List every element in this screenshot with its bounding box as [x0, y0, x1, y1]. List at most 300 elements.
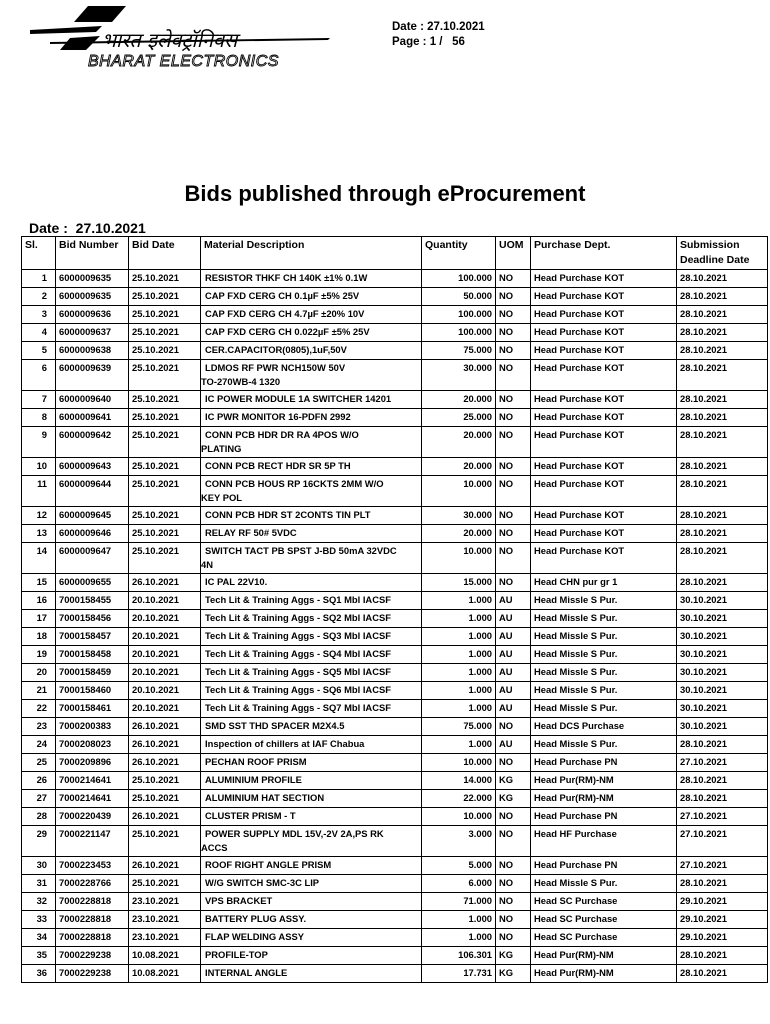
- cell-quantity: 30.000: [422, 360, 496, 391]
- cell-purchase-dept: Head DCS Purchase: [531, 718, 677, 736]
- cell-bid-date: 25.10.2021: [129, 507, 201, 525]
- description-line: PECHAN ROOF PRISM: [205, 756, 307, 767]
- description-line: Inspection of chillers at IAF Chabua: [205, 738, 365, 749]
- cell-bid-number: 6000009636: [56, 306, 129, 324]
- description-line: CONN PCB RECT HDR SR 5P TH: [205, 460, 351, 471]
- cell-uom: NO: [496, 875, 531, 893]
- cell-purchase-dept: Head Missle S Pur.: [531, 700, 677, 718]
- cell-uom: NO: [496, 360, 531, 391]
- cell-quantity: 1.000: [422, 610, 496, 628]
- cell-material-description: [201, 875, 422, 893]
- cell-quantity: 10.000: [422, 808, 496, 826]
- cell-submission-deadline: 28.10.2021: [677, 574, 768, 592]
- cell-bid-date: 23.10.2021: [129, 929, 201, 947]
- cell-bid-date: 10.08.2021: [129, 965, 201, 983]
- cell-purchase-dept: Head Purchase KOT: [531, 288, 677, 306]
- cell-sl: 32: [22, 893, 56, 911]
- cell-quantity: 1.000: [422, 592, 496, 610]
- cell-uom: AU: [496, 700, 531, 718]
- cell-quantity: 25.000: [422, 409, 496, 427]
- cell-material-description: [201, 458, 422, 476]
- cell-purchase-dept: Head Purchase KOT: [531, 391, 677, 409]
- cell-submission-deadline: 29.10.2021: [677, 893, 768, 911]
- cell-bid-date: 25.10.2021: [129, 427, 201, 458]
- cell-submission-deadline: 28.10.2021: [677, 525, 768, 543]
- description-line: Tech Lit & Training Aggs - SQ1 Mbl IACSF: [205, 594, 391, 605]
- cell-bid-date: 25.10.2021: [129, 324, 201, 342]
- cell-uom: NO: [496, 409, 531, 427]
- cell-material-description: [201, 324, 422, 342]
- cell-sl: 10: [22, 458, 56, 476]
- cell-bid-date: 25.10.2021: [129, 543, 201, 574]
- table-row: [22, 947, 768, 965]
- cell-purchase-dept: Head Purchase PN: [531, 857, 677, 875]
- cell-submission-deadline: 27.10.2021: [677, 857, 768, 875]
- table-row: [22, 893, 768, 911]
- cell-bid-date: 20.10.2021: [129, 628, 201, 646]
- cell-bid-number: 7000228818: [56, 893, 129, 911]
- table-header-row: [22, 237, 768, 270]
- cell-quantity: 100.000: [422, 324, 496, 342]
- cell-material-description: [201, 270, 422, 288]
- cell-bid-number: 6000009635: [56, 270, 129, 288]
- cell-uom: NO: [496, 458, 531, 476]
- cell-sl: 33: [22, 911, 56, 929]
- description-line: POWER SUPPLY MDL 15V,-2V 2A,PS RK: [205, 828, 384, 839]
- cell-quantity: 6.000: [422, 875, 496, 893]
- description-line: SMD SST THD SPACER M2X4.5: [205, 720, 345, 731]
- cell-purchase-dept: Head Purchase KOT: [531, 525, 677, 543]
- description-continuation: KEY POL: [201, 492, 242, 503]
- cell-material-description: [201, 790, 422, 808]
- cell-sl: 8: [22, 409, 56, 427]
- description-line: ALUMINIUM PROFILE: [205, 774, 302, 785]
- table-row: [22, 772, 768, 790]
- cell-material-description: [201, 543, 422, 574]
- table-row: [22, 736, 768, 754]
- cell-quantity: 3.000: [422, 826, 496, 857]
- cell-material-description: [201, 682, 422, 700]
- cell-purchase-dept: Head Missle S Pur.: [531, 664, 677, 682]
- col-header-submission-deadline: Submission Deadline Date: [677, 237, 768, 270]
- cell-material-description: [201, 288, 422, 306]
- table-row: [22, 574, 768, 592]
- table-row: [22, 754, 768, 772]
- cell-submission-deadline: 30.10.2021: [677, 592, 768, 610]
- description-line: CER.CAPACITOR(0805),1uF,50V: [205, 344, 347, 355]
- cell-purchase-dept: Head SC Purchase: [531, 893, 677, 911]
- cell-purchase-dept: Head Purchase KOT: [531, 306, 677, 324]
- cell-quantity: 100.000: [422, 270, 496, 288]
- cell-quantity: 10.000: [422, 476, 496, 507]
- cell-material-description: [201, 507, 422, 525]
- page-title: Bids published through eProcurement: [184, 181, 586, 206]
- cell-purchase-dept: Head Missle S Pur.: [531, 682, 677, 700]
- col-header-purchase-dept: Purchase Dept.: [531, 237, 677, 270]
- cell-bid-date: 10.08.2021: [129, 947, 201, 965]
- header-date: Date : 27.10.2021: [392, 21, 485, 33]
- cell-material-description: [201, 409, 422, 427]
- cell-purchase-dept: Head Purchase KOT: [531, 476, 677, 507]
- cell-quantity: 15.000: [422, 574, 496, 592]
- cell-uom: NO: [496, 270, 531, 288]
- cell-sl: 34: [22, 929, 56, 947]
- description-line: Tech Lit & Training Aggs - SQ7 Mbl IACSF: [205, 702, 391, 713]
- description-line: RELAY RF 50# 5VDC: [205, 527, 297, 538]
- cell-sl: 25: [22, 754, 56, 772]
- cell-quantity: 17.731: [422, 965, 496, 983]
- cell-quantity: 20.000: [422, 391, 496, 409]
- cell-bid-date: 20.10.2021: [129, 646, 201, 664]
- description-line: Tech Lit & Training Aggs - SQ6 Mbl IACSF: [205, 684, 391, 695]
- cell-sl: 24: [22, 736, 56, 754]
- cell-purchase-dept: Head Pur(RM)-NM: [531, 772, 677, 790]
- cell-uom: NO: [496, 808, 531, 826]
- cell-sl: 29: [22, 826, 56, 857]
- cell-material-description: [201, 893, 422, 911]
- cell-sl: 16: [22, 592, 56, 610]
- description-line: CAP FXD CERG CH 0.022µF ±5% 25V: [205, 326, 370, 337]
- cell-submission-deadline: 28.10.2021: [677, 342, 768, 360]
- cell-sl: 35: [22, 947, 56, 965]
- cell-submission-deadline: 30.10.2021: [677, 700, 768, 718]
- cell-bid-number: 7000229238: [56, 947, 129, 965]
- cell-material-description: [201, 911, 422, 929]
- cell-uom: AU: [496, 592, 531, 610]
- col-header-bid-number: Bid Number: [56, 237, 129, 270]
- description-line: INTERNAL ANGLE: [205, 967, 288, 978]
- cell-uom: NO: [496, 893, 531, 911]
- logo-hindi-text: भारत इलेक्ट्रॉनिक्स: [102, 28, 238, 52]
- cell-submission-deadline: 28.10.2021: [677, 875, 768, 893]
- cell-sl: 20: [22, 664, 56, 682]
- table-row: [22, 409, 768, 427]
- cell-material-description: [201, 306, 422, 324]
- cell-material-description: [201, 360, 422, 391]
- cell-submission-deadline: 27.10.2021: [677, 826, 768, 857]
- cell-uom: NO: [496, 754, 531, 772]
- cell-bid-date: 25.10.2021: [129, 525, 201, 543]
- cell-sl: 3: [22, 306, 56, 324]
- bids-table: [21, 236, 768, 983]
- description-line: CLUSTER PRISM - T: [205, 810, 296, 821]
- cell-bid-number: 7000158457: [56, 628, 129, 646]
- cell-quantity: 106.301: [422, 947, 496, 965]
- cell-bid-date: 26.10.2021: [129, 718, 201, 736]
- cell-material-description: [201, 718, 422, 736]
- cell-purchase-dept: Head Purchase KOT: [531, 360, 677, 391]
- table-row: [22, 929, 768, 947]
- cell-bid-date: 20.10.2021: [129, 592, 201, 610]
- cell-uom: NO: [496, 857, 531, 875]
- cell-bid-number: 6000009641: [56, 409, 129, 427]
- cell-quantity: 1.000: [422, 628, 496, 646]
- cell-material-description: [201, 664, 422, 682]
- table-row: [22, 646, 768, 664]
- cell-purchase-dept: Head Purchase KOT: [531, 458, 677, 476]
- description-line: CONN PCB HOUS RP 16CKTS 2MM W/O: [205, 478, 384, 489]
- cell-uom: AU: [496, 664, 531, 682]
- table-row: [22, 857, 768, 875]
- cell-bid-date: 25.10.2021: [129, 342, 201, 360]
- cell-bid-date: 26.10.2021: [129, 754, 201, 772]
- cell-bid-number: 7000209896: [56, 754, 129, 772]
- cell-bid-number: 6000009640: [56, 391, 129, 409]
- cell-bid-number: 7000158458: [56, 646, 129, 664]
- cell-submission-deadline: 28.10.2021: [677, 288, 768, 306]
- cell-purchase-dept: Head Purchase PN: [531, 754, 677, 772]
- cell-material-description: [201, 947, 422, 965]
- cell-bid-number: 7000229238: [56, 965, 129, 983]
- cell-purchase-dept: Head Purchase KOT: [531, 427, 677, 458]
- cell-submission-deadline: 28.10.2021: [677, 790, 768, 808]
- cell-bid-date: 25.10.2021: [129, 288, 201, 306]
- cell-submission-deadline: 28.10.2021: [677, 360, 768, 391]
- cell-bid-number: 6000009637: [56, 324, 129, 342]
- cell-submission-deadline: 28.10.2021: [677, 476, 768, 507]
- description-line: Tech Lit & Training Aggs - SQ4 Mbl IACSF: [205, 648, 391, 659]
- cell-bid-date: 20.10.2021: [129, 700, 201, 718]
- cell-uom: KG: [496, 947, 531, 965]
- cell-submission-deadline: 30.10.2021: [677, 610, 768, 628]
- cell-sl: 7: [22, 391, 56, 409]
- cell-bid-date: 23.10.2021: [129, 893, 201, 911]
- cell-sl: 28: [22, 808, 56, 826]
- description-line: IC PWR MONITOR 16-PDFN 2992: [205, 411, 351, 422]
- cell-bid-number: 6000009647: [56, 543, 129, 574]
- cell-bid-number: 7000200383: [56, 718, 129, 736]
- cell-quantity: 75.000: [422, 718, 496, 736]
- description-continuation: ACCS: [201, 842, 228, 853]
- cell-sl: 17: [22, 610, 56, 628]
- cell-sl: 22: [22, 700, 56, 718]
- cell-bid-number: 7000228766: [56, 875, 129, 893]
- cell-quantity: 20.000: [422, 525, 496, 543]
- cell-bid-date: 25.10.2021: [129, 360, 201, 391]
- cell-bid-number: 7000158455: [56, 592, 129, 610]
- cell-purchase-dept: Head Purchase KOT: [531, 270, 677, 288]
- cell-submission-deadline: 28.10.2021: [677, 391, 768, 409]
- cell-bid-number: 7000228818: [56, 929, 129, 947]
- cell-submission-deadline: 30.10.2021: [677, 682, 768, 700]
- table-row: [22, 610, 768, 628]
- cell-submission-deadline: 28.10.2021: [677, 947, 768, 965]
- cell-sl: 36: [22, 965, 56, 983]
- cell-submission-deadline: 28.10.2021: [677, 306, 768, 324]
- cell-bid-number: 7000158459: [56, 664, 129, 682]
- cell-uom: NO: [496, 391, 531, 409]
- cell-bid-number: 6000009646: [56, 525, 129, 543]
- cell-material-description: [201, 525, 422, 543]
- col-header-sl: Sl.: [22, 237, 56, 270]
- table-row: [22, 324, 768, 342]
- cell-sl: 18: [22, 628, 56, 646]
- cell-material-description: [201, 476, 422, 507]
- cell-purchase-dept: Head Pur(RM)-NM: [531, 790, 677, 808]
- cell-submission-deadline: 28.10.2021: [677, 772, 768, 790]
- cell-material-description: [201, 574, 422, 592]
- table-row: [22, 543, 768, 574]
- cell-quantity: 1.000: [422, 911, 496, 929]
- cell-quantity: 20.000: [422, 427, 496, 458]
- cell-uom: KG: [496, 772, 531, 790]
- cell-sl: 30: [22, 857, 56, 875]
- description-line: CAP FXD CERG CH 4.7µF ±20% 10V: [205, 308, 365, 319]
- table-row: [22, 700, 768, 718]
- cell-bid-date: 25.10.2021: [129, 875, 201, 893]
- cell-bid-number: 6000009638: [56, 342, 129, 360]
- cell-bid-date: 25.10.2021: [129, 270, 201, 288]
- cell-purchase-dept: Head Missle S Pur.: [531, 875, 677, 893]
- cell-uom: NO: [496, 543, 531, 574]
- cell-bid-date: 20.10.2021: [129, 664, 201, 682]
- cell-bid-number: 7000228818: [56, 911, 129, 929]
- table-row: [22, 458, 768, 476]
- cell-uom: NO: [496, 476, 531, 507]
- cell-bid-number: 6000009643: [56, 458, 129, 476]
- cell-quantity: 10.000: [422, 754, 496, 772]
- description-line: CONN PCB HDR DR RA 4POS W/O: [205, 429, 359, 440]
- header-page-number: Page : 1 / 56: [392, 36, 465, 48]
- cell-sl: 13: [22, 525, 56, 543]
- cell-bid-date: 25.10.2021: [129, 790, 201, 808]
- table-row: [22, 476, 768, 507]
- cell-bid-date: 20.10.2021: [129, 682, 201, 700]
- logo-english-text: BHARAT ELECTRONICS: [88, 53, 279, 70]
- description-line: CAP FXD CERG CH 0.1µF ±5% 25V: [205, 290, 360, 301]
- cell-material-description: [201, 772, 422, 790]
- cell-sl: 23: [22, 718, 56, 736]
- cell-material-description: [201, 592, 422, 610]
- table-row: [22, 360, 768, 391]
- cell-material-description: [201, 826, 422, 857]
- cell-sl: 21: [22, 682, 56, 700]
- description-line: IC POWER MODULE 1A SWITCHER 14201: [205, 393, 392, 404]
- cell-bid-number: 7000214641: [56, 790, 129, 808]
- table-row: [22, 911, 768, 929]
- cell-quantity: 10.000: [422, 543, 496, 574]
- cell-uom: NO: [496, 288, 531, 306]
- company-logo: [30, 4, 340, 70]
- cell-bid-number: 7000214641: [56, 772, 129, 790]
- cell-quantity: 5.000: [422, 857, 496, 875]
- cell-bid-number: 6000009655: [56, 574, 129, 592]
- table-row: [22, 270, 768, 288]
- cell-sl: 19: [22, 646, 56, 664]
- cell-submission-deadline: 28.10.2021: [677, 965, 768, 983]
- cell-sl: 11: [22, 476, 56, 507]
- cell-bid-date: 25.10.2021: [129, 391, 201, 409]
- cell-uom: NO: [496, 507, 531, 525]
- cell-bid-number: 7000158460: [56, 682, 129, 700]
- cell-quantity: 1.000: [422, 664, 496, 682]
- cell-purchase-dept: Head CHN pur gr 1: [531, 574, 677, 592]
- table-row: [22, 628, 768, 646]
- cell-purchase-dept: Head Missle S Pur.: [531, 646, 677, 664]
- cell-sl: 31: [22, 875, 56, 893]
- description-continuation: 4N: [201, 559, 213, 570]
- cell-submission-deadline: 30.10.2021: [677, 628, 768, 646]
- cell-submission-deadline: 28.10.2021: [677, 270, 768, 288]
- table-row: [22, 682, 768, 700]
- cell-purchase-dept: Head Purchase KOT: [531, 507, 677, 525]
- cell-bid-number: 7000208023: [56, 736, 129, 754]
- cell-sl: 14: [22, 543, 56, 574]
- cell-purchase-dept: Head Purchase PN: [531, 808, 677, 826]
- cell-purchase-dept: Head SC Purchase: [531, 929, 677, 947]
- cell-bid-number: 6000009644: [56, 476, 129, 507]
- cell-material-description: [201, 646, 422, 664]
- description-line: PROFILE-TOP: [205, 949, 268, 960]
- cell-uom: NO: [496, 342, 531, 360]
- cell-material-description: [201, 342, 422, 360]
- col-header-quantity: Quantity: [422, 237, 496, 270]
- cell-material-description: [201, 610, 422, 628]
- table-row: [22, 718, 768, 736]
- cell-uom: NO: [496, 718, 531, 736]
- cell-uom: AU: [496, 646, 531, 664]
- cell-bid-date: 25.10.2021: [129, 409, 201, 427]
- cell-bid-number: 7000158456: [56, 610, 129, 628]
- cell-purchase-dept: Head SC Purchase: [531, 911, 677, 929]
- cell-uom: NO: [496, 525, 531, 543]
- cell-quantity: 14.000: [422, 772, 496, 790]
- cell-submission-deadline: 27.10.2021: [677, 754, 768, 772]
- cell-uom: NO: [496, 574, 531, 592]
- cell-bid-date: 20.10.2021: [129, 610, 201, 628]
- cell-bid-number: 7000158461: [56, 700, 129, 718]
- page-meta: [392, 20, 485, 50]
- table-row: [22, 391, 768, 409]
- description-line: BATTERY PLUG ASSY.: [205, 913, 307, 924]
- cell-sl: 5: [22, 342, 56, 360]
- cell-material-description: [201, 857, 422, 875]
- table-row: [22, 288, 768, 306]
- cell-submission-deadline: 28.10.2021: [677, 543, 768, 574]
- cell-bid-number: 6000009645: [56, 507, 129, 525]
- description-line: Tech Lit & Training Aggs - SQ3 Mbl IACSF: [205, 630, 391, 641]
- col-header-bid-date: Bid Date: [129, 237, 201, 270]
- table-row: [22, 525, 768, 543]
- bel-logo-icon: [30, 4, 340, 70]
- table-row: [22, 808, 768, 826]
- col-header-material-description: Material Description: [201, 237, 422, 270]
- description-line: VPS BRACKET: [205, 895, 273, 906]
- cell-material-description: [201, 754, 422, 772]
- cell-quantity: 1.000: [422, 929, 496, 947]
- cell-uom: KG: [496, 790, 531, 808]
- cell-quantity: 71.000: [422, 893, 496, 911]
- cell-quantity: 1.000: [422, 736, 496, 754]
- cell-bid-date: 25.10.2021: [129, 306, 201, 324]
- description-line: CONN PCB HDR ST 2CONTS TIN PLT: [205, 509, 371, 520]
- cell-submission-deadline: 28.10.2021: [677, 409, 768, 427]
- cell-bid-date: 23.10.2021: [129, 911, 201, 929]
- table-row: [22, 790, 768, 808]
- cell-quantity: 75.000: [422, 342, 496, 360]
- cell-sl: 1: [22, 270, 56, 288]
- cell-uom: NO: [496, 826, 531, 857]
- description-line: IC PAL 22V10.: [205, 576, 268, 587]
- cell-sl: 9: [22, 427, 56, 458]
- table-row: [22, 427, 768, 458]
- cell-sl: 2: [22, 288, 56, 306]
- cell-bid-date: 26.10.2021: [129, 857, 201, 875]
- cell-material-description: [201, 965, 422, 983]
- cell-purchase-dept: Head Missle S Pur.: [531, 736, 677, 754]
- cell-material-description: [201, 808, 422, 826]
- cell-purchase-dept: Head Missle S Pur.: [531, 610, 677, 628]
